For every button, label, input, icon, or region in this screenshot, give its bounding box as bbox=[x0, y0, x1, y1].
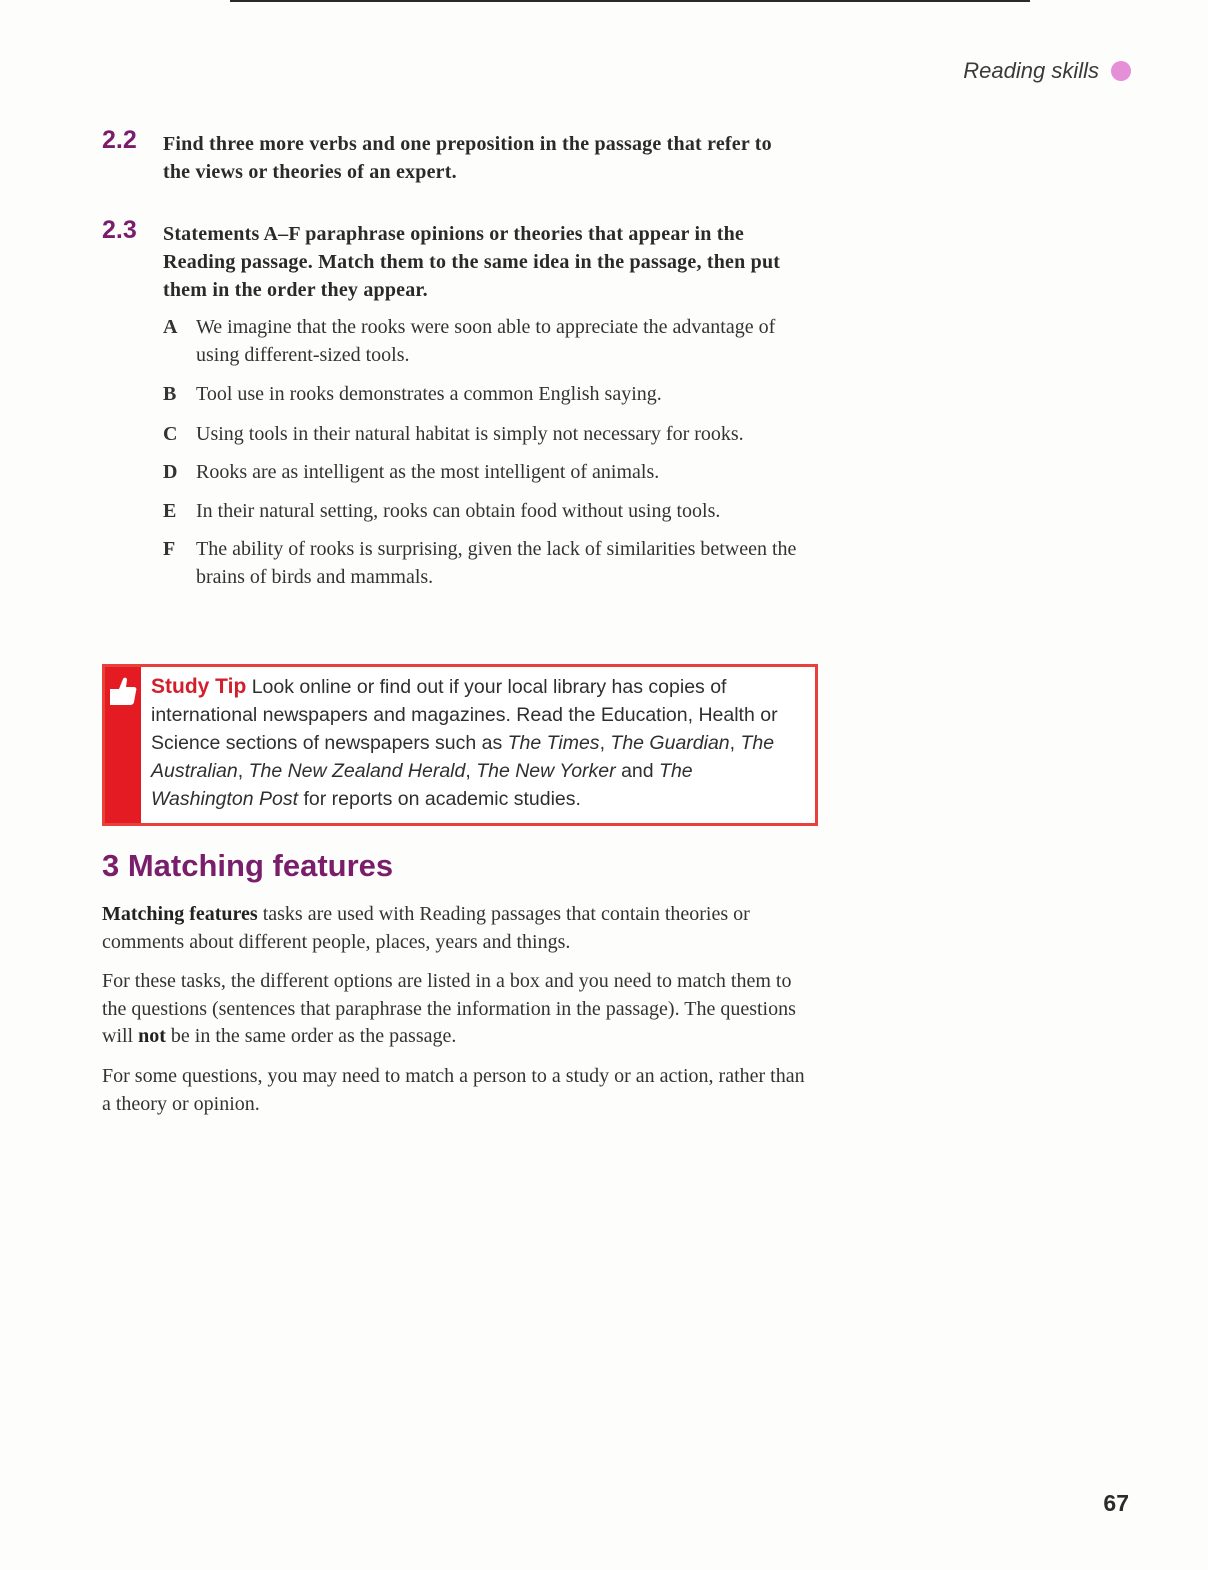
section-paragraph-1 bbox=[102, 901, 817, 956]
newspaper-title: The Times bbox=[507, 732, 600, 754]
task-2-3 bbox=[102, 216, 802, 304]
newspaper-title: The Australian bbox=[151, 732, 775, 782]
statement-text: Tool use in rooks demonstrates a common English saying. bbox=[196, 383, 662, 405]
running-head bbox=[963, 58, 1131, 84]
conjunction: and bbox=[621, 760, 654, 782]
separator: , bbox=[237, 760, 244, 782]
task-instruction: Find three more verbs and one preposition in the passage that refer to the views or theories of an expert. bbox=[163, 133, 772, 183]
statement-text: The ability of rooks is surprising, given the lack of similarities between the brains of birds and mammals. bbox=[196, 538, 797, 588]
statement-letter: D bbox=[163, 461, 178, 483]
task-2-2 bbox=[102, 126, 802, 186]
section-paragraph-3: For some questions, you may need to match a person to a study or an action, rather than a theory or opinion. bbox=[102, 1065, 805, 1115]
statement-text: Rooks are as intelligent as the most intelligent of animals. bbox=[196, 461, 660, 483]
key-term: Matching features bbox=[102, 903, 258, 925]
statement-letter: C bbox=[163, 422, 178, 445]
task-number: 2.2 bbox=[102, 126, 137, 154]
newspaper-title: The New Yorker bbox=[476, 760, 616, 782]
statement-letter: F bbox=[163, 538, 176, 560]
study-tip-box bbox=[102, 664, 818, 826]
newspaper-title: The Washington Post bbox=[151, 760, 693, 810]
statement-text: Using tools in their natural habitat is simply not necessary for rooks. bbox=[196, 422, 744, 445]
statement-d bbox=[163, 459, 803, 487]
separator: , bbox=[599, 732, 605, 754]
study-tip-text bbox=[151, 673, 791, 813]
section-paragraph-2 bbox=[102, 968, 817, 1051]
newspaper-title: The Guardian bbox=[610, 732, 730, 754]
top-rule bbox=[230, 0, 1030, 2]
task-number: 2.3 bbox=[102, 216, 137, 244]
statement-letter: B bbox=[163, 383, 177, 405]
running-head-title: Reading skills bbox=[963, 58, 1099, 83]
task-instruction: Statements A–F paraphrase opinions or theories that appear in the Reading passage. Match them to the same idea in the passage, then put them in the order they appear. bbox=[163, 223, 781, 301]
tip-body-start: Look online or find out if your local library has copies of international newspapers and magazines. Read the Education, Health or Science sections of newspapers such as bbox=[151, 676, 778, 754]
study-tip-label: Study Tip bbox=[151, 675, 247, 698]
statement-text: We imagine that the rooks were soon able to appreciate the advantage of using different-sized tools. bbox=[196, 316, 776, 366]
statement-b bbox=[163, 381, 803, 409]
statement-f bbox=[163, 536, 803, 591]
paragraph-text: tasks are used with Reading passages that contain theories or comments about different people, places, years and things. bbox=[102, 903, 750, 953]
statement-a bbox=[163, 314, 803, 369]
separator: , bbox=[465, 760, 471, 782]
statement-list bbox=[163, 314, 803, 591]
thumbs-up-icon bbox=[107, 675, 139, 709]
section-title: 3 Matching features bbox=[102, 848, 394, 883]
tip-body-end: for reports on academic studies. bbox=[303, 788, 581, 810]
page-number: 67 bbox=[1103, 1490, 1129, 1516]
statement-text: In their natural setting, rooks can obtain food without using tools. bbox=[196, 499, 721, 522]
emphasis: not bbox=[138, 1025, 166, 1047]
study-tip-bar bbox=[105, 667, 141, 823]
statement-c bbox=[163, 421, 803, 449]
newspaper-title: The New Zealand Herald bbox=[248, 760, 466, 782]
statement-letter: E bbox=[163, 499, 177, 522]
section-dot-icon bbox=[1111, 61, 1131, 81]
statement-e bbox=[163, 498, 803, 526]
statement-letter: A bbox=[163, 316, 178, 338]
separator: , bbox=[729, 732, 736, 754]
paragraph-text: For these tasks, the different options are listed in a box and you need to match them to the questions (sentences that paraphrase the information in the passage). The questions will bbox=[102, 970, 796, 1047]
paragraph-text: be in the same order as the passage. bbox=[170, 1025, 457, 1047]
